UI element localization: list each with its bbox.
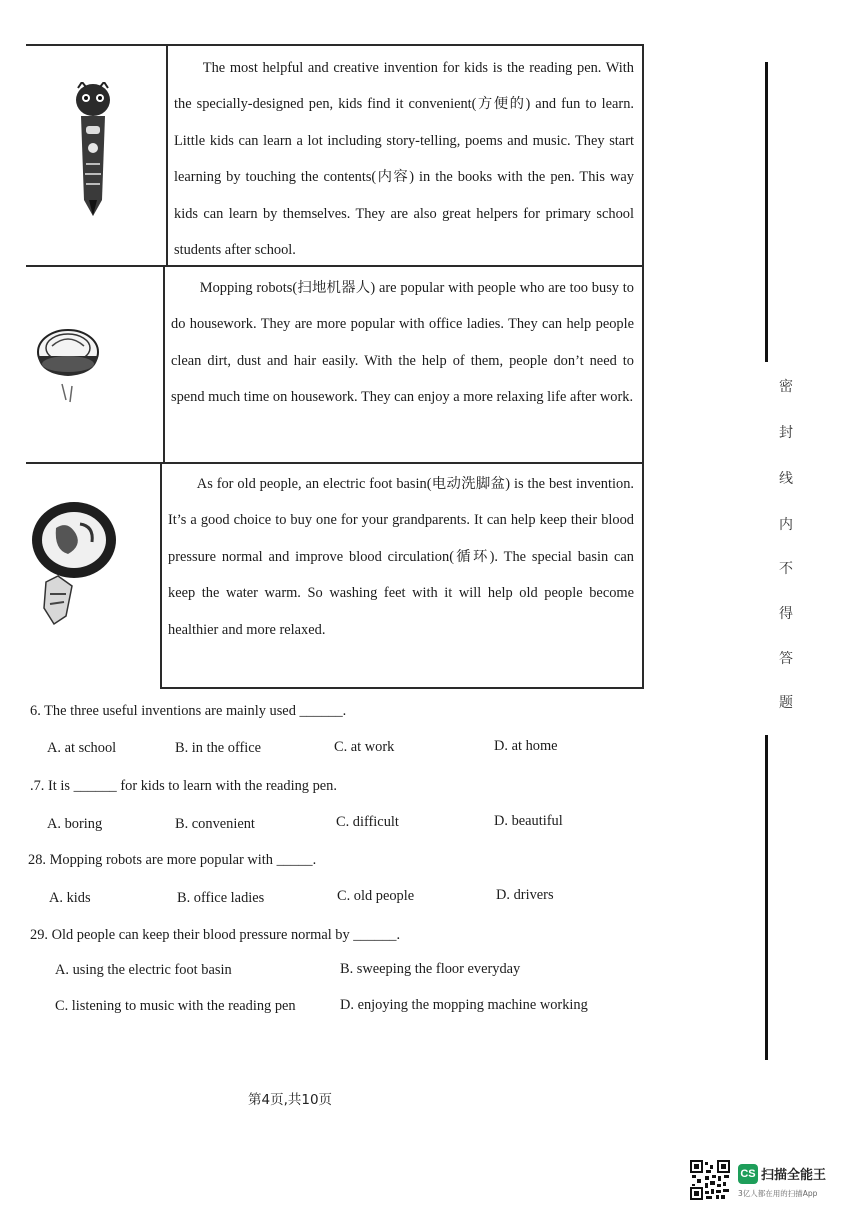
scanner-tagline: 3亿人都在用的扫描App — [738, 1189, 818, 1198]
seal-char: 内 — [779, 517, 793, 533]
reading-pen-icon — [70, 82, 116, 223]
table-column-divider — [163, 265, 165, 462]
question-29: 29. Old people can keep their blood pressure normal by ______. — [30, 927, 401, 943]
passage-reading-pen: The most helpful and creative invention for kids is the reading pen. With the specially-designed pen, kids find it convenient(方便的) and fun to learn. Little kids can learn a lot including story-telling, poems and music. They start learning by touching the contents(内容) in the books with the pen. This way kids can learn by themselves. They are also great helpers for primary school students after school. — [174, 60, 634, 259]
seal-line-top — [765, 62, 768, 362]
camscanner-logo-icon: CS — [738, 1164, 758, 1184]
seal-char: 线 — [779, 471, 793, 487]
page-number: 第4页,共10页 — [248, 1092, 333, 1108]
question-29-option-c: C. listening to music with the reading pen — [55, 998, 296, 1014]
question-28-option-b: B. office ladies — [177, 890, 265, 906]
question-27-option-d: D. beautiful — [494, 813, 563, 829]
table-border-top — [26, 44, 644, 46]
table-border-bottom — [160, 687, 644, 689]
seal-char: 密 — [779, 379, 793, 395]
foot-basin-icon — [28, 490, 124, 639]
question-29-option-b: B. sweeping the floor everyday — [340, 961, 521, 977]
question-26-option-b: B. in the office — [175, 740, 262, 756]
question-28-option-c: C. old people — [337, 888, 415, 904]
qr-code-icon — [690, 1160, 730, 1200]
question-26-option-c: C. at work — [334, 739, 395, 755]
question-29-option-a: A. using the electric foot basin — [55, 962, 232, 978]
question-29-option-d: D. enjoying the mopping machine working — [340, 997, 588, 1013]
scanner-app-name: 扫描全能王 — [761, 1168, 827, 1183]
seal-char: 得 — [779, 606, 793, 622]
question-27-option-a: A. boring — [47, 816, 103, 832]
passage-foot-basin: As for old people, an electric foot basin(电动洗脚盆) is the best invention. It’s a good choice to buy one for your grandparents. It can help keep their blood pressure normal and improve blood circulation(循环). The special basin can keep the water warm. So washing feet with it will help old people become healthier and more relaxed. — [168, 476, 634, 638]
seal-line-bottom — [765, 735, 768, 1060]
mopping-robot-icon — [32, 322, 104, 411]
question-28-option-a: A. kids — [49, 890, 91, 906]
seal-char: 不 — [779, 561, 793, 577]
table-column-divider — [166, 44, 168, 265]
table-border-right — [642, 44, 644, 688]
question-26-option-d: D. at home — [494, 738, 558, 754]
question-27-option-b: B. convenient — [175, 816, 255, 832]
seal-char: 题 — [779, 695, 793, 711]
question-26-option-a: A. at school — [47, 740, 117, 756]
reading-table — [26, 44, 644, 689]
question-28-option-d: D. drivers — [496, 887, 554, 903]
passage-mopping-robot: Mopping robots(扫地机器人) are popular with people who are too busy to do housework. They are more popular with office ladies. They can help people clean dirt, dust and hair easily. With the help of them, people don’t need to spend much time on housework. They can enjoy a more relaxing life after work. — [171, 280, 634, 406]
seal-char: 封 — [779, 425, 793, 441]
table-column-divider — [160, 462, 162, 688]
question-28: 28. Mopping robots are more popular with _____. — [28, 852, 317, 868]
question-26: 6. The three useful inventions are mainly used ______. — [30, 703, 347, 719]
seal-char: 答 — [779, 651, 793, 667]
question-27-option-c: C. difficult — [336, 814, 399, 830]
question-27: .7. It is ______ for kids to learn with the reading pen. — [30, 778, 337, 794]
table-row-divider — [26, 462, 644, 464]
